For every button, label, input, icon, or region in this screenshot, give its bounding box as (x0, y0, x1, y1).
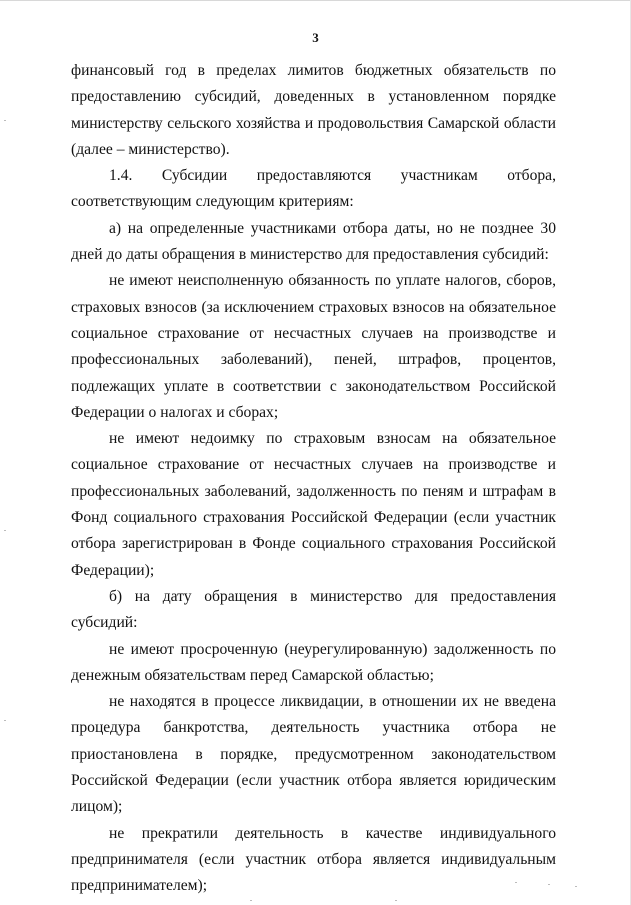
scan-speck (395, 900, 397, 901)
scan-speck (4, 530, 6, 531)
paragraph-no-insurance-arrears: не имеют недоимку по страховым взносам на обязательное социальное страхование от несчастных случаев на производстве и профессиональных заболеваний, задолженность по пеням и штрафам в Фонд социального страхования Российской Федерации (если участник отбора зарегистрирован в Фонде социального страхования Российской Федерации); (71, 430, 556, 579)
paragraph-entrepreneur-active: не прекратили деятельность в качестве индивидуального предпринимателя (если участник отбора является индивидуальным предпринимателем); (71, 824, 556, 895)
scan-speck (250, 900, 252, 901)
paragraph-criteria-b: б) на дату обращения в министерство для предоставления субсидий: (71, 587, 556, 632)
paragraph-section-1-4: 1.4. Субсидии предоставляются участникам отбора, соответствующим следующим критериям: (71, 167, 556, 211)
paragraph-no-tax-debt: не имеют неисполненную обязанность по уплате налогов, сборов, страховых взносов (за исключением страховых взносов на обязательное социальное страхование от несчастных случаев на производстве и профессиональных заболеваний), пеней, штрафов, процентов, подлежащих уплате в соответствии с законодательством Российской Федерации о налогах и сборах; (71, 272, 556, 421)
paragraph-no-overdue-debt: не имеют просроченную (неурегулированную) задолженность по денежным обязательствам перед Самарской областью; (71, 640, 556, 684)
scan-speck (548, 884, 550, 885)
scan-speck (4, 720, 6, 721)
paragraph-budget-continuation: финансовый год в пределах лимитов бюджетных обязательств по предоставлению субсидий, доведенных в установленном порядке министерству сельского хозяйства и продовольствия Самарской области (далее – министерство). (71, 62, 556, 158)
paragraph-no-liquidation: не находятся в процессе ликвидации, в отношении их не введена процедура банкротства, деятельность участника отбора не приостановлена в порядке, предусмотренном законодательством Российской Федерации (если участник отбора является юридическим лицом); (71, 693, 556, 816)
scan-top-edge (0, 0, 631, 1)
paragraph-criteria-a: а) на определенные участниками отбора даты, но не позднее 30 дней до даты обращения в министерство для предоставления субсидий: (71, 219, 556, 264)
document-body (71, 58, 556, 900)
page-number: 3 (312, 30, 319, 45)
scan-speck (575, 886, 577, 887)
scan-speck (515, 882, 517, 883)
scan-speck (4, 120, 6, 121)
